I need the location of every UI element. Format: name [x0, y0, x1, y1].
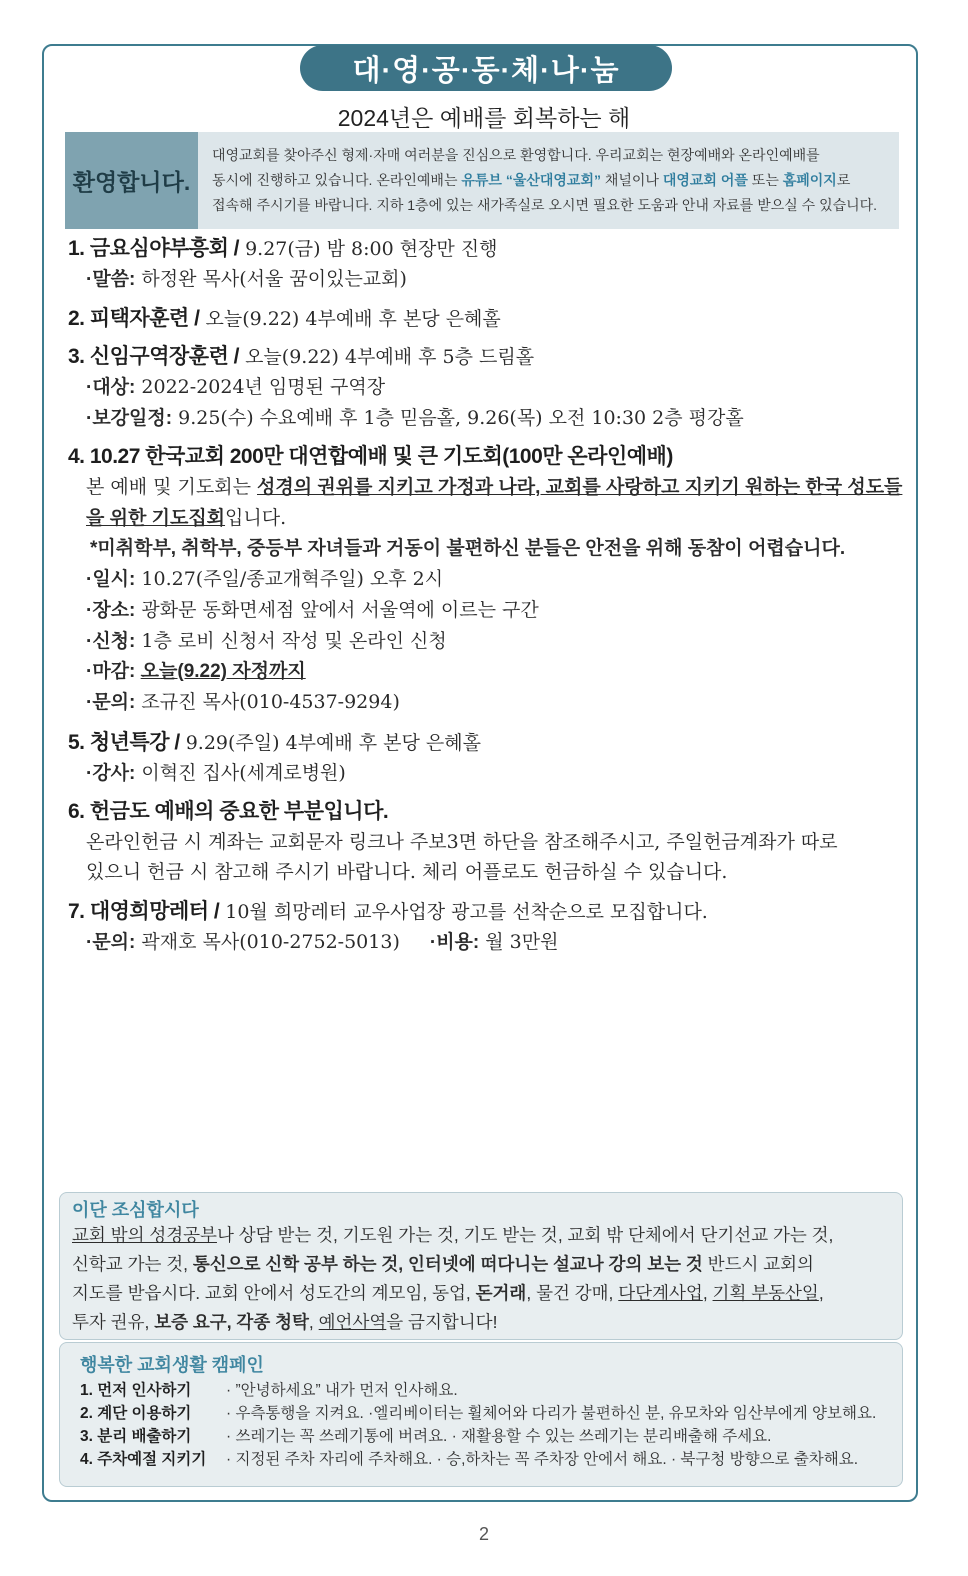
page-title: 대·영·공·동·체·나·눔 [300, 45, 672, 91]
announcement-6 [68, 797, 904, 887]
campaign-row: 3. 분리 배출하기 · 쓰레기는 꼭 쓰레기통에 버려요. · 재활용할 수 있는 쓰레기는 분리배출해 주세요. [80, 1428, 772, 1445]
youtube-channel: 유튜브 “울산대영교회” [461, 172, 601, 188]
announcement-paragraph: 있으니 헌금 시 참고해 주시기 바랍니다. 체리 어플로도 헌금하실 수 있습니다. [86, 861, 728, 883]
announcement-heading: 6. 헌금도 예배의 중요한 부분입니다. [68, 800, 389, 823]
announcement-7 [68, 897, 904, 958]
year-theme: 2024년은 예배를 회복하는 해 [337, 105, 631, 131]
page-number: 2 [478, 1524, 489, 1544]
announcement-heading: 4. 10.27 한국교회 200만 대연합예배 및 큰 기도회(100만 온라인예배) [68, 445, 673, 468]
church-app: 대영교회 어플 [662, 172, 748, 188]
caution-title: 이단 조심합시다 [72, 1200, 199, 1220]
welcome-line: 접속해 주시기를 바랍니다. 지하 1층에 있는 새가족실로 오시면 필요한 도움과 안내 자료를 받으실 수 있습니다. [212, 197, 878, 213]
campaign-box [59, 1342, 903, 1487]
homepage: 홈페이지 [782, 172, 837, 188]
campaign-row: 2. 계단 이용하기 · 우측통행을 지켜요. ·엘리베이터는 휠체어와 다리가 불편하신 분, 유모차와 임산부에게 양보해요. [80, 1405, 877, 1422]
welcome-line: 대영교회를 찾아주신 형제·자매 여러분을 진심으로 환영합니다. 우리교회는 현장예배와 온라인예배를 [212, 147, 820, 163]
announcement-detail: ·문의: 곽재호 목사(010-2752-5013) ·비용: 월 3만원 [86, 931, 559, 953]
announcement-heading: 7. 대영희망레터 / 10월 희망레터 교우사업장 광고를 선착순으로 모집합니다. [68, 900, 708, 923]
caution-text: 교회 밖의 성경공부나 상담 받는 것, 기도원 가는 것, 기도 받는 것, 교회 밖 단체에서 단기선교 가는 것, 신학교 가는 것, 통신으로 신학 공부 하는 것, 인터넷에 떠다니는 설교나 강의 보는 것 반드시 교회의 지도를 받읍시다. 교회 안에서 성도간의 계모임, 동업, 돈거래, 물건 강매, 다단계사업, 기획 부동산일, 투자 권유, 보증 요구, 각종 청탁, 예언사역을 금지합니다! [72, 1225, 834, 1332]
announcement-detail: ·일시: 10.27(주일/종교개혁주일) 오후 2시 [86, 568, 444, 590]
announcement-heading: 1. 금요심야부흥회 / 9.27(금) 밤 8:00 현장만 진행 [68, 237, 498, 260]
announcement-detail: ·강사: 이혁진 집사(세계로병원) [86, 762, 346, 784]
campaign-title: 행복한 교회생활 캠페인 [80, 1355, 264, 1375]
announcement-detail: ·보강일정: 9.25(수) 수요예배 후 1층 믿음홀, 9.26(목) 오전 10:30 2층 평강홀 [86, 407, 744, 429]
announcement-heading: 2. 피택자훈련 / 오늘(9.22) 4부예배 후 본당 은혜홀 [68, 307, 501, 330]
deadline: 오늘(9.22) 자정까지 [140, 661, 306, 682]
announcement-detail: ·마감: 오늘(9.22) 자정까지 [86, 661, 306, 682]
welcome-text [198, 132, 899, 229]
announcement-note: *미취학부, 취학부, 중등부 자녀들과 거동이 불편하신 분들은 안전을 위해 동참이 어렵습니다. [90, 538, 846, 559]
announcement-detail: ·신청: 1층 로비 신청서 작성 및 온라인 신청 [86, 630, 447, 652]
announcement-1 [68, 234, 904, 295]
announcement-5 [68, 728, 904, 789]
welcome-line: 동시에 진행하고 있습니다. 온라인예배는 유튜브 “울산대영교회” 채널이나 대영교회 어플 또는 홈페이지로 [212, 172, 851, 188]
announcement-detail: ·대상: 2022-2024년 임명된 구역장 [86, 376, 386, 398]
announcement-detail: ·장소: 광화문 동화면세점 앞에서 서울역에 이르는 구간 [86, 599, 539, 621]
announcement-detail: ·말씀: 하정완 목사(서울 꿈이있는교회) [86, 268, 407, 290]
campaign-row: 1. 먼저 인사하기 · ”안녕하세요” 내가 먼저 인사해요. [80, 1382, 458, 1399]
announcement-heading: 5. 청년특강 / 9.29(주일) 4부예배 후 본당 은혜홀 [68, 731, 481, 754]
announcement-detail: ·문의: 조규진 목사(010-4537-9294) [86, 691, 400, 713]
campaign-row: 4. 주차예절 지키기 · 지정된 주차 자리에 주차해요. · 승,하차는 꼭 주차장 안에서 해요. · 북구청 방향으로 출차해요. [80, 1451, 859, 1468]
welcome-label: 환영합니다. [65, 132, 198, 229]
announcement-paragraph: 온라인헌금 시 계좌는 교회문자 링크나 주보3면 하단을 참조해주시고, 주일헌금계좌가 따로 [86, 831, 838, 853]
announcement-2 [68, 304, 904, 334]
announcement-heading: 3. 신임구역장훈련 / 오늘(9.22) 4부예배 후 5층 드림홀 [68, 345, 535, 368]
announcement-paragraph: 본 예배 및 기도회는 성경의 권위를 지키고 가정과 나라, 교회를 사랑하고 지키기 원하는 한국 성도들을 위한 기도집회입니다. [86, 476, 903, 529]
heresy-caution-box [59, 1192, 903, 1340]
announcement-4 [68, 442, 904, 718]
announcement-3 [68, 342, 904, 434]
welcome-box [65, 132, 899, 229]
